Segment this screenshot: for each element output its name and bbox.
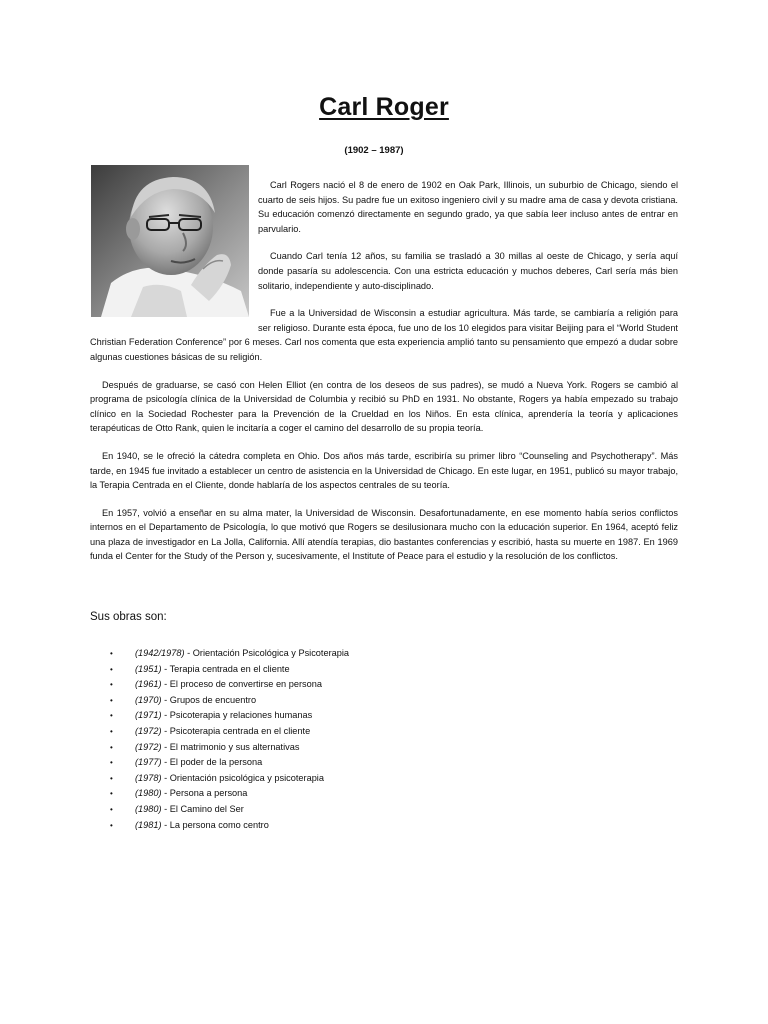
page-title-block bbox=[0, 93, 768, 122]
work-separator: - bbox=[161, 710, 170, 721]
works-list-item bbox=[110, 662, 349, 678]
works-list-item bbox=[110, 646, 349, 662]
works-list-item bbox=[110, 677, 349, 693]
work-title: Orientación psicológica y psicoterapia bbox=[169, 772, 324, 783]
work-year: (1961) bbox=[135, 679, 162, 690]
works-list-item bbox=[110, 724, 349, 740]
work-year: (1980) bbox=[135, 788, 162, 799]
biography-text bbox=[90, 178, 678, 577]
paragraph-3: Fue a la Universidad de Wisconsin a estudiar agricultura. Más tarde, se cambiaría a religión para ser religioso. Durante esta época, fue uno de los 10 elegidos para visitar Beijing para el “World Student Christian Federation Conference” por 6 meses. Carl nos comenta que esta experiencia amplió tanto su pensamiento que empezó a dudar sobre algunas cuestiones básicas de su religión. bbox=[90, 308, 678, 362]
works-list bbox=[110, 646, 349, 833]
work-separator: - bbox=[161, 757, 170, 768]
work-year: (1951) bbox=[135, 663, 162, 674]
work-separator: - bbox=[161, 788, 170, 799]
bullet-icon: • bbox=[110, 680, 113, 690]
work-separator: - bbox=[161, 663, 170, 674]
work-title: Grupos de encuentro bbox=[169, 694, 257, 705]
work-separator: - bbox=[161, 772, 170, 783]
work-separator: - bbox=[161, 803, 170, 814]
bullet-icon: • bbox=[110, 773, 113, 783]
bullet-icon: • bbox=[110, 664, 113, 674]
works-list-item bbox=[110, 740, 349, 756]
page-title: Carl Roger bbox=[319, 93, 449, 121]
work-title: Psicoterapia centrada en el cliente bbox=[169, 725, 311, 736]
work-year: (1972) bbox=[135, 741, 162, 752]
work-title: El Camino del Ser bbox=[169, 803, 244, 814]
works-list-item bbox=[110, 802, 349, 818]
bullet-icon: • bbox=[110, 820, 113, 830]
works-heading: Sus obras son: bbox=[90, 611, 167, 623]
work-separator: - bbox=[161, 679, 170, 690]
work-title: Psicoterapia y relaciones humanas bbox=[169, 710, 313, 721]
bullet-icon: • bbox=[110, 695, 113, 705]
works-list-item bbox=[110, 771, 349, 787]
work-year: (1981) bbox=[135, 819, 162, 830]
work-separator: - bbox=[161, 741, 170, 752]
works-list-item bbox=[110, 693, 349, 709]
work-separator: - bbox=[184, 648, 193, 658]
paragraph-4: Después de graduarse, se casó con Helen Elliot (en contra de los deseos de sus padres), se mudó a Nueva York. Rogers se cambió al programa de psicología clínica de la Universidad de Columbia y recibió su PhD en 1931. No obstante, Rogers ya había empezado su trabajo clínico en la Sociedad Rochester para la Prevención de la Crueldad en los Niños. En esta clínica, aprendería la teoría y aplicaciones terapéuticas de Otto Rank, quien le incitaría a coger el camino del desarrollo de su propia teoría. bbox=[90, 379, 678, 434]
work-title: El proceso de convertirse en persona bbox=[169, 679, 322, 690]
bullet-icon: • bbox=[110, 804, 113, 814]
life-dates: (1902 – 1987) bbox=[344, 145, 404, 156]
paragraph-1: Carl Rogers nació el 8 de enero de 1902 en Oak Park, Illinois, un suburbio de Chicago, siendo el cuarto de seis hijos. Su padre fue un exitoso ingeniero civil y su madre ama de casa y devota cristiana. Su educación comenzó directamente en segundo grado, ya que sabía leer incluso antes de entrar en parvulario. bbox=[258, 180, 678, 234]
bullet-icon: • bbox=[110, 726, 113, 736]
work-separator: - bbox=[161, 694, 170, 705]
work-separator: - bbox=[161, 819, 170, 830]
work-year: (1978) bbox=[135, 772, 162, 783]
bullet-icon: • bbox=[110, 758, 113, 768]
work-title: El matrimonio y sus alternativas bbox=[169, 741, 300, 752]
bullet-icon: • bbox=[110, 742, 113, 752]
works-list-item bbox=[110, 786, 349, 802]
work-title: El poder de la persona bbox=[169, 757, 263, 768]
work-year: (1971) bbox=[135, 710, 162, 721]
works-list-item bbox=[110, 708, 349, 724]
photo-wrap-space bbox=[90, 178, 258, 324]
paragraph-6: En 1957, volvió a enseñar en su alma mater, la Universidad de Wisconsin. Desafortunadamente, en ese momento había serios conflictos internos en el Departamento de Psicología, lo que motivó que Rogers se desilusionara mucho con la educación superior. En 1964, aceptó feliz una plaza de investigador en La Jolla, California. Allí atendía terapias, dio bastantes conferencias y escribió, hasta su muerte en 1987. En 1969 funda el Center for the Study of the Person y, sucesivamente, el Institute of Peace para el estudio y la resolución de los conflictos. bbox=[90, 507, 678, 562]
work-title: Persona a persona bbox=[169, 788, 248, 799]
bullet-icon: • bbox=[110, 789, 113, 799]
work-title: Terapia centrada en el cliente bbox=[169, 663, 290, 674]
bullet-icon: • bbox=[110, 649, 113, 658]
work-title: La persona como centro bbox=[169, 819, 269, 830]
work-year: (1942/1978) bbox=[135, 648, 185, 658]
work-title: Orientación Psicológica y Psicoterapia bbox=[192, 648, 349, 658]
work-separator: - bbox=[161, 725, 170, 736]
paragraph-2: Cuando Carl tenía 12 años, su familia se trasladó a 30 millas al oeste de Chicago, y sería aquí donde pasaría su adolescencia. Con una estricta educación y muchos deberes, Carl sería más bien solitario, independiente y auto-disciplinado. bbox=[258, 251, 678, 291]
work-year: (1972) bbox=[135, 725, 162, 736]
works-list-item bbox=[110, 818, 349, 834]
works-list-item bbox=[110, 755, 349, 771]
work-year: (1970) bbox=[135, 694, 162, 705]
bullet-icon: • bbox=[110, 711, 113, 721]
work-year: (1977) bbox=[135, 757, 162, 768]
paragraph-5: En 1940, se le ofreció la cátedra completa en Ohio. Dos años más tarde, escribiría su primer libro “Counseling and Psychotherapy”. Más tarde, en 1945 fue invitado a establecer un centro de asistencia en la Universidad de Chicago. En este lugar, en 1951, publicó su mayor trabajo, la Terapia Centrada en el Cliente, donde hablaría de los aspectos centrales de su teoría. bbox=[90, 450, 678, 491]
work-year: (1980) bbox=[135, 803, 162, 814]
